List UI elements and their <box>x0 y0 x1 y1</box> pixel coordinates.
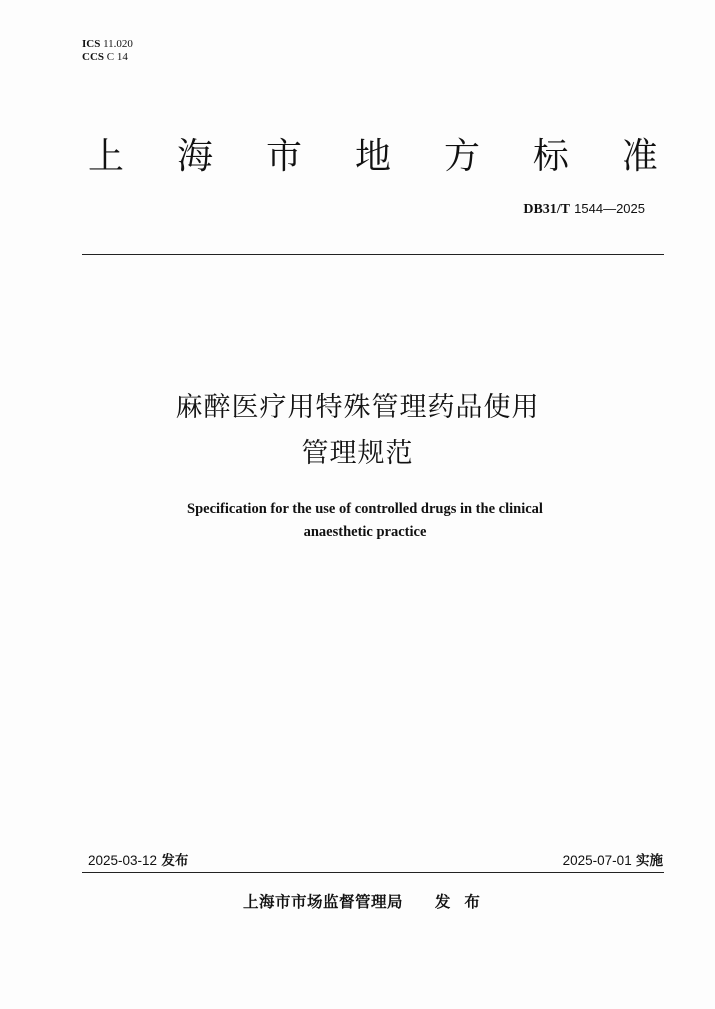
english-title-line-1: Specification for the use of controlled drugs in the clinical <box>187 501 543 517</box>
standard-number <box>523 200 645 219</box>
ics-label: ICS <box>82 38 101 50</box>
chinese-title-line-1: 麻醉医疗用特殊管理药品使用 <box>175 392 540 423</box>
english-title-line-2: anaesthetic practice <box>303 524 427 540</box>
standard-type-char: 市 <box>265 136 302 177</box>
standard-type-heading <box>88 132 658 182</box>
standard-type-char: 海 <box>176 136 213 177</box>
standard-type-char: 上 <box>88 136 125 177</box>
ccs-code <box>82 51 133 64</box>
standard-type-char: 标 <box>532 136 569 177</box>
issue-date-value: 2025-03-12 <box>88 853 158 868</box>
publisher-action: 发布 <box>434 893 494 911</box>
publisher-line <box>243 891 494 913</box>
standard-number-prefix: DB31/T <box>523 202 571 217</box>
ccs-label: CCS <box>82 51 105 63</box>
standard-type-char: 方 <box>443 136 480 177</box>
publisher-name: 上海市市场监督管理局 <box>243 893 404 911</box>
ics-value: 11.020 <box>103 38 133 50</box>
standard-number-value: 1544—2025 <box>574 201 645 216</box>
ics-code <box>82 38 133 51</box>
classification-codes <box>82 38 133 64</box>
implementation-date-label: 实施 <box>636 853 663 869</box>
top-divider <box>82 254 664 255</box>
issue-date <box>88 852 188 870</box>
standard-type-char: 地 <box>354 136 391 177</box>
standard-type-char: 准 <box>621 136 658 177</box>
bottom-divider <box>82 872 664 873</box>
implementation-date-value: 2025-07-01 <box>562 853 632 868</box>
implementation-date <box>563 852 663 870</box>
chinese-title-line-2: 管理规范 <box>301 438 414 469</box>
ccs-value: C 14 <box>106 51 128 63</box>
issue-date-label: 发布 <box>161 853 189 869</box>
